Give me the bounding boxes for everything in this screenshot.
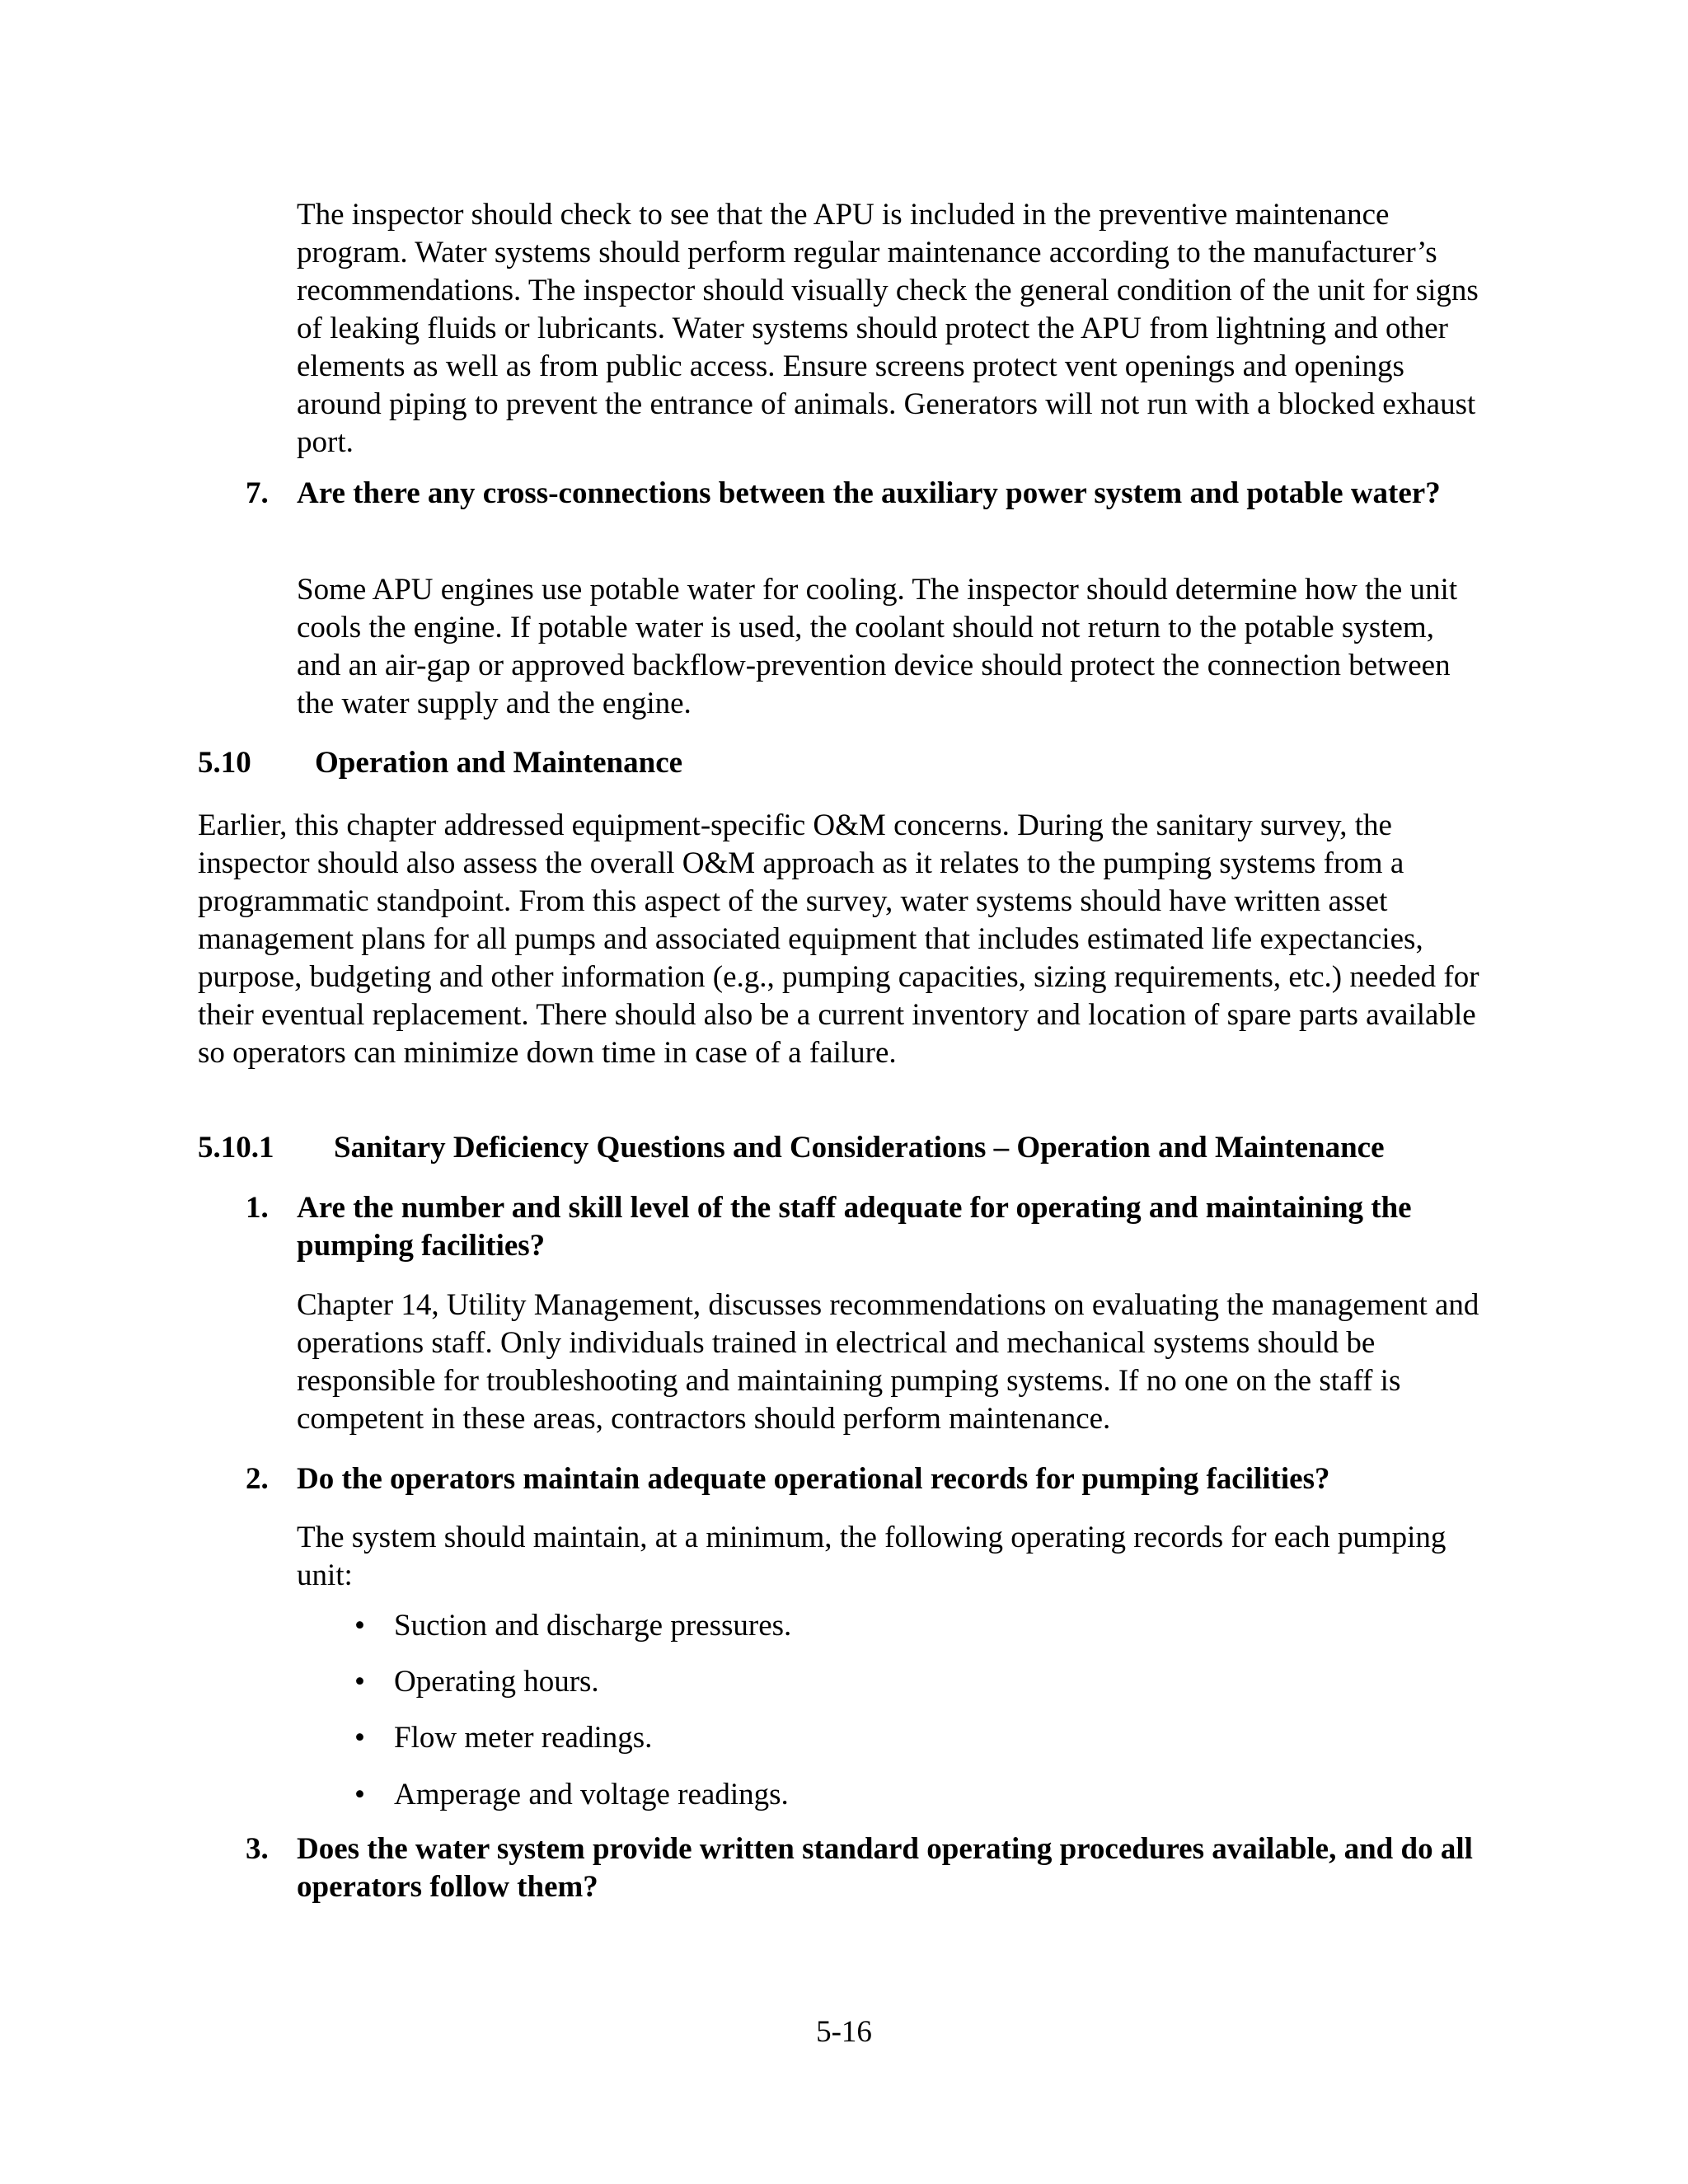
question-3-text: Does the water system provide written standard operating procedures available, and do all operators follow them?	[297, 1832, 1473, 1904]
question-7-number: 7.	[246, 476, 269, 510]
question-3-number: 3.	[246, 1832, 269, 1866]
bullet-item-flow-meter: Flow meter readings.	[394, 1721, 653, 1755]
page-number: 5-16	[816, 2015, 872, 2049]
section-5-10-1-number: 5.10.1	[198, 1131, 274, 1165]
section-5-10-body: Earlier, this chapter addressed equipment-specific O&M concerns. During the sanitary survey, the inspector should also assess the overall O&M approach as it relates to the pumping systems from a programmatic standpoint. From this aspect of the survey, water systems should have written asset management plans for all pumps and associated equipment that includes estimated life expectancies, purpose, budgeting and other information (e.g., pumping capacities, sizing requirements, etc.) needed for their eventual replacement. There should also be a current inventory and location of spare parts available so operators can minimize down time in case of a failure.	[198, 808, 1479, 1070]
question-1-answer: Chapter 14, Utility Management, discusses recommendations on evaluating the management and operations staff. Only individuals trained in electrical and mechanical systems should be responsible for troubleshooting and maintaining pumping systems. If no one on the staff is competent in these areas, contractors should perform maintenance.	[297, 1288, 1479, 1436]
question-7-text: Are there any cross-connections between the auxiliary power system and potable water?	[297, 476, 1441, 510]
section-5-10-heading	[198, 744, 682, 782]
section-5-10-1-title: Sanitary Deficiency Questions and Considerations – Operation and Maintenance	[334, 1131, 1385, 1165]
question-2-answer: The system should maintain, at a minimum, the following operating records for each pumping unit:	[297, 1521, 1447, 1592]
question-2-number: 2.	[246, 1462, 269, 1496]
bullet-item-suction-discharge: Suction and discharge pressures.	[394, 1609, 792, 1643]
bullet-item-operating-hours: Operating hours.	[394, 1665, 599, 1699]
question-1-text: Are the number and skill level of the staff adequate for operating and maintaining the pumping facilities?	[297, 1191, 1412, 1263]
bullet-dot: •	[354, 1778, 365, 1811]
question-2-text: Do the operators maintain adequate operational records for pumping facilities?	[297, 1462, 1330, 1496]
bullet-dot: •	[354, 1665, 365, 1699]
question-1-number: 1.	[246, 1191, 269, 1225]
section-5-10-number: 5.10	[198, 746, 251, 780]
section-5-10-1-heading	[198, 1129, 1385, 1167]
intro-paragraph: The inspector should check to see that the APU is included in the preventive maintenance program. Water systems should perform regular maintenance according to the manufacturer’s recommendations. The inspector should visually check the general condition of the unit for signs of leaking fluids or lubricants. Water systems should protect the APU from lightning and other elements as well as from public access. Ensure screens protect vent openings and openings around piping to prevent the entrance of animals. Generators will not run with a blocked exhaust port.	[297, 198, 1479, 459]
question-7-answer: Some APU engines use potable water for cooling. The inspector should determine how the unit cools the engine. If potable water is used, the coolant should not return to the potable system, and an air-gap or approved backflow-prevention device should protect the connection between the water supply and the engine.	[297, 573, 1458, 720]
bullet-item-amperage-voltage: Amperage and voltage readings.	[394, 1778, 789, 1811]
bullet-dot: •	[354, 1609, 365, 1643]
section-5-10-title: Operation and Maintenance	[315, 746, 683, 780]
bullet-dot: •	[354, 1721, 365, 1755]
